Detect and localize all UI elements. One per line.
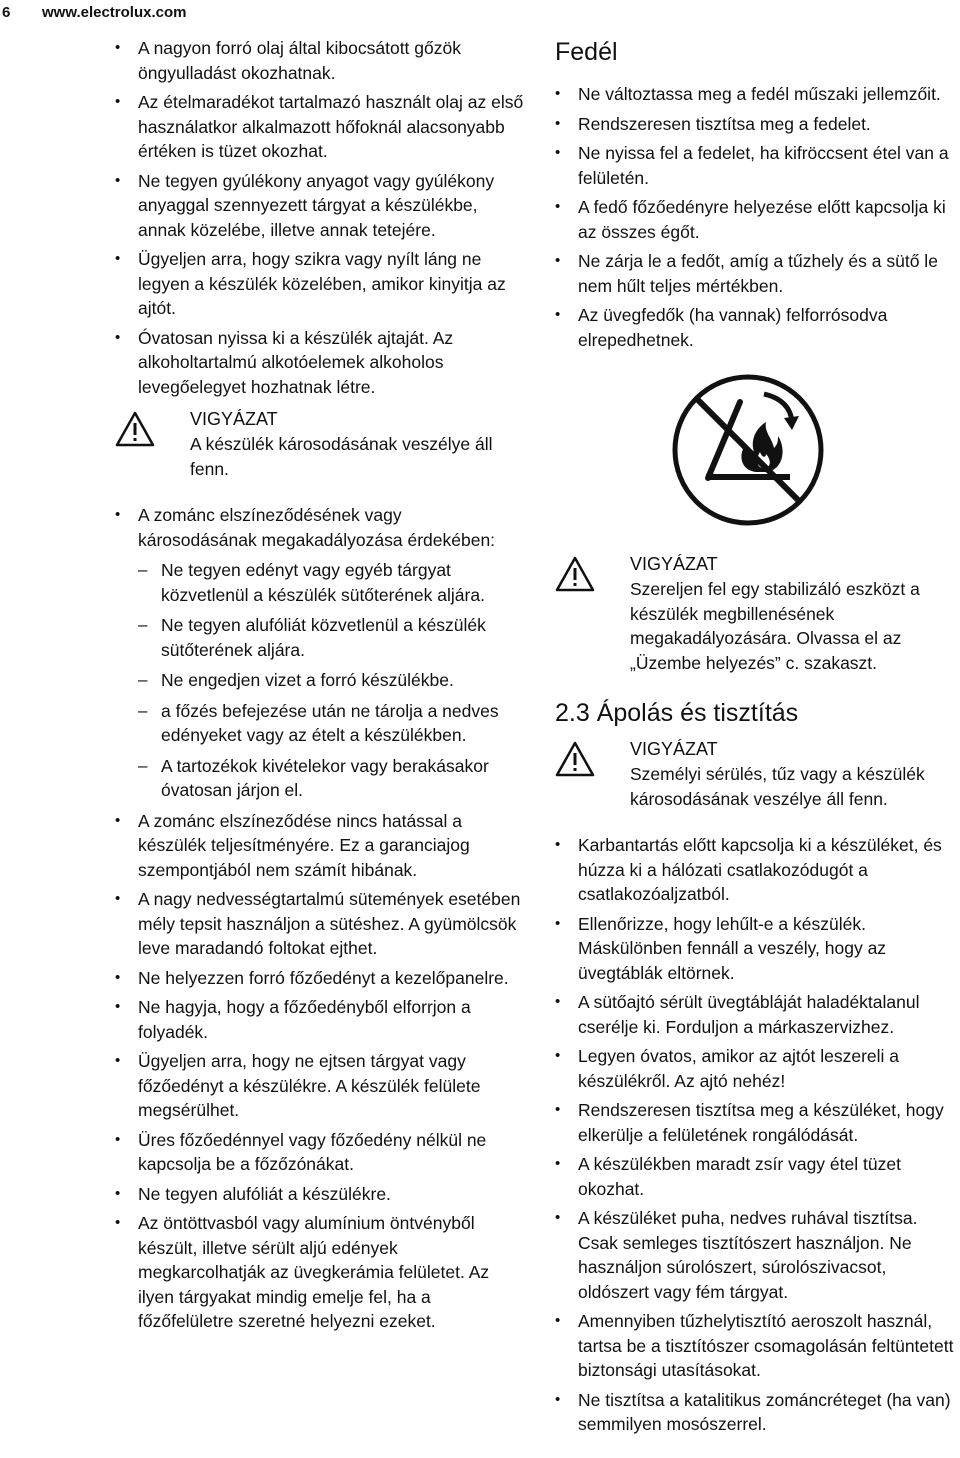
list-item: • Az öntöttvasból vagy alumínium öntvényből készült, illetve sérült aljú edények megkarcolhatják az üvegkerámia felületet. Az ilyen tárgyakat mindig emelje fel, ha a főzőfelületre szeretné helyezni ezeket. — [115, 1211, 525, 1334]
website-url[interactable]: www.electrolux.com — [42, 3, 187, 21]
enamel-dash-list — [138, 558, 525, 803]
warning-text: A készülék károsodásának veszélye áll fenn. — [190, 434, 493, 479]
list-item: • A nagyon forró olaj által kibocsátott gőzök öngyulladást okozhatnak. — [115, 36, 525, 85]
enamel-bullets — [115, 503, 525, 1334]
list-item: • Ellenőrizze, hogy lehűlt-e a készülék. Máskülönben fennáll a veszély, hogy az üvegtáblák eltörnek. — [555, 912, 960, 986]
list-item: • Üres főzőedénnyel vagy főzőedény nélkül ne kapcsolja be a főzőzónákat. — [115, 1128, 525, 1177]
list-item: • A fedő főzőedényre helyezése előtt kapcsolja ki az összes égőt. — [555, 195, 960, 244]
list-item: • Ügyeljen arra, hogy szikra vagy nyílt láng ne legyen a készülék közelében, amikor kinyitja az ajtót. — [115, 247, 525, 321]
list-item: • Ne nyissa fel a fedelet, ha kifröccsent étel van a felületén. — [555, 141, 960, 190]
list-item: • Ne tisztítsa a katalitikus zománcréteget (ha van) semmilyen mosószerrel. — [555, 1388, 960, 1437]
warning-title: VIGYÁZAT — [630, 739, 718, 759]
list-item: • Ne helyezzen forró főzőedényt a kezelőpanelre. — [115, 966, 525, 991]
list-item: • Óvatosan nyissa ki a készülék ajtaját. Az alkoholtartalmú alkotóelemek alkoholos levegőelegyet hozhatnak létre. — [115, 326, 525, 400]
left-column — [115, 36, 525, 1339]
list-item: • A zománc elszíneződése nincs hatással a készülék teljesítményére. Ez a garanciajog szempontjából nem számít hibának. — [115, 809, 525, 883]
list-item: • Ne változtassa meg a fedél műszaki jellemzőit. — [555, 82, 960, 107]
list-item: • A készüléket puha, nedves ruhával tisztítsa. Csak semleges tisztítószert használjon. Ne használjon súrolószert, súrolószivacsot, oldószert vagy fém tárgyat. — [555, 1206, 960, 1304]
list-item: • Amennyiben tűzhelytisztító aeroszolt használ, tartsa be a tisztítószer csomagolásán feltüntetett biztonsági utasításokat. — [555, 1309, 960, 1383]
safety-bullets-top — [115, 36, 525, 399]
warning-text: Szereljen fel egy stabilizáló eszközt a készülék megbillenésének megakadályozására. Olvassa el az „Üzembe helyezés” c. szakaszt. — [630, 579, 920, 673]
list-item: • Ügyeljen arra, hogy ne ejtsen tárgyat vagy főzőedényt a készülékre. A készülék felülete megsérülhet. — [115, 1049, 525, 1123]
list-item: • A nagy nedvességtartalmú sütemények esetében mély tepsit használjon a sütéshez. A gyümölcsök leve maradandó foltokat ejthet. — [115, 887, 525, 961]
warning-box — [555, 552, 960, 675]
lid-section-title: Fedél — [555, 38, 618, 66]
no-closing-lid-on-flame-illustration — [555, 370, 960, 530]
dash-item: – a főzés befejezése után ne tárolja a nedves edényeket vagy az ételt a készülékben. — [138, 699, 525, 748]
enamel-intro: A zománc elszíneződésének vagy károsodásának megakadályozása érdekében: — [138, 505, 496, 550]
list-item: • Az üvegfedők (ha vannak) felforrósodva elrepedhetnek. — [555, 303, 960, 352]
dash-item: – A tartozékok kivételekor vagy berakásakor óvatosan járjon el. — [138, 754, 525, 803]
prohibition-sign-icon — [668, 370, 828, 530]
care-bullets — [555, 833, 960, 1437]
warning-title: VIGYÁZAT — [190, 409, 278, 429]
list-item: • A készülékben maradt zsír vagy étel tüzet okozhat. — [555, 1152, 960, 1201]
list-item: • Rendszeresen tisztítsa meg a fedelet. — [555, 112, 960, 137]
warning-box — [555, 737, 960, 811]
page-header — [0, 0, 187, 24]
warning-box — [115, 407, 525, 481]
warning-triangle-icon — [555, 552, 630, 597]
warning-text: Személyi sérülés, tűz vagy a készülék károsodásának veszélye áll fenn. — [630, 764, 925, 809]
warning-triangle-icon — [555, 737, 630, 782]
care-section-title: 2.3 Ápolás és tisztítás — [555, 699, 799, 727]
dash-item: – Ne tegyen alufóliát közvetlenül a készülék sütőterének aljára. — [138, 613, 525, 662]
list-item: • Legyen óvatos, amikor az ajtót leszereli a készülékről. Az ajtó nehéz! — [555, 1044, 960, 1093]
dash-item: – Ne tegyen edényt vagy egyéb tárgyat közvetlenül a készülék sütőterének aljára. — [138, 558, 525, 607]
list-item: • Ne tegyen alufóliát a készülékre. — [115, 1182, 525, 1207]
page-number: 6 — [2, 3, 11, 21]
list-item: • Karbantartás előtt kapcsolja ki a készüléket, és húzza ki a hálózati csatlakozódugót a csatlakozóaljzatból. — [555, 833, 960, 907]
dash-item: – Ne engedjen vizet a forró készülékbe. — [138, 668, 525, 693]
list-item — [115, 503, 525, 803]
warning-title: VIGYÁZAT — [630, 554, 718, 574]
list-item: • Rendszeresen tisztítsa meg a készüléket, hogy elkerülje a felületének rongálódását. — [555, 1098, 960, 1147]
right-column — [555, 36, 960, 1442]
lid-bullets — [555, 82, 960, 352]
list-item: • Ne hagyja, hogy a főzőedényből elforrjon a folyadék. — [115, 995, 525, 1044]
list-item: • Ne zárja le a fedőt, amíg a tűzhely és a sütő le nem hűlt teljes mértékben. — [555, 249, 960, 298]
warning-triangle-icon — [115, 407, 190, 452]
list-item: • A sütőajtó sérült üvegtábláját haladéktalanul cserélje ki. Forduljon a márkaszervizhez. — [555, 990, 960, 1039]
list-item: • Ne tegyen gyúlékony anyagot vagy gyúlékony anyaggal szennyezett tárgyat a készülékbe, annak közelébe, illetve annak tetejére. — [115, 169, 525, 243]
list-item: • Az ételmaradékot tartalmazó használt olaj az első használatkor alkalmazott hőfoknál alacsonyabb értéken is tüzet okozhat. — [115, 90, 525, 164]
